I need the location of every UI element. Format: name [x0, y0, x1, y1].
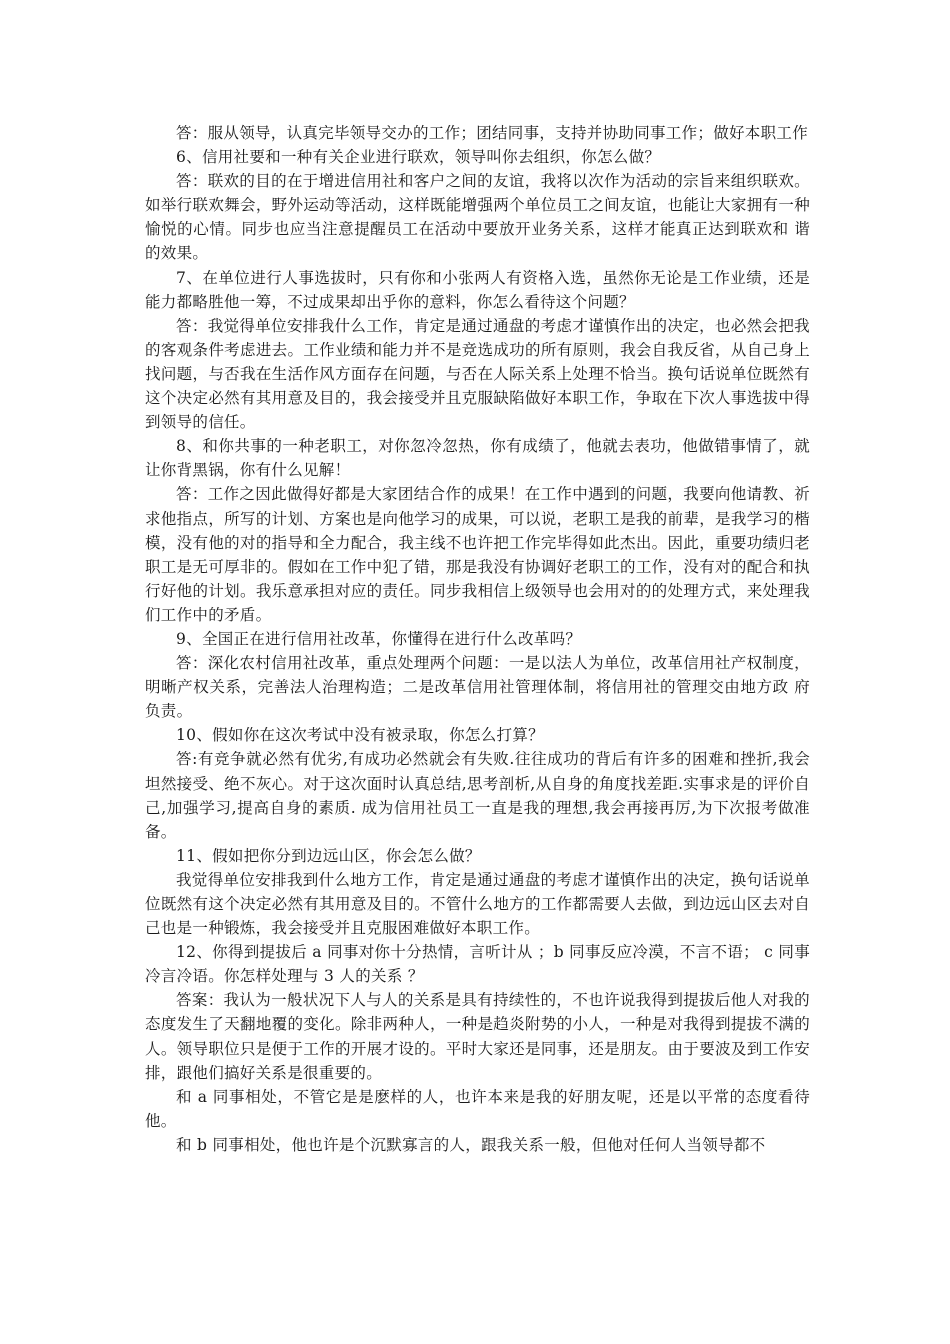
paragraph: 我觉得单位安排我到什么地方工作，肯定是通过通盘的考虑才谨慎作出的决定，换句话说单位既然有这个决定必然有其用意及目的。不管什么地方的工作都需要人去做，到边远山区去对自己也是一种锻炼，我会接受并且克服困难做好本职工作。	[145, 870, 810, 938]
paragraph: 答：工作之因此做得好都是大家团结合作的成果！在工作中遇到的问题，我要向他请教、祈求他指点，所写的计划、方案也是向他学习的成果，可以说，老职工是我的前辈，是我学习的楷模，没有他的对的指导和全力配合，我主线不也许把工作完毕得如此杰出。因此，重要功绩归老职工是无可厚非的。假如在工作中犯了错，那是我没有协调好老职工的工作，没有对的配合和执行好他的计划。我乐意承担对应的责任。同步我相信上级领导也会用对的的处理方式，来处理我们工作中的矛盾。	[145, 485, 810, 624]
paragraph: 和 b 同事相处，他也许是个沉默寡言的人，跟我关系一般，但他对任何人当领导都不	[176, 1135, 766, 1154]
question-7: 7、在单位进行人事选拔时，只有你和小张两人有资格入选，虽然你无论是工作业绩，还是能力都略胜他一筹，不过成果却出乎你的意料，你怎么看待这个问题？	[145, 268, 810, 311]
question-8: 8、和你共事的一种老职工，对你忽冷忽热，你有成绩了，他就去表功，他做错事情了，就让你背黑锅，你有什么见解！	[145, 437, 810, 480]
paragraph: 答案：我认为一般状况下人与人的关系是具有持续性的，不也许说我得到提拔后他人对我的态度发生了天翻地覆的变化。除非两种人，一种是趋炎附势的小人，一种是对我得到提拔不满的人。领导职位只是便于工作的开展才设的。平时大家还是同事，还是朋友。由于要波及到工作安排，跟他们搞好关系是很重要的。	[145, 991, 810, 1082]
question-6: 6、信用社要和一种有关企业进行联欢，领导叫你去组织，你怎么做？	[176, 148, 661, 167]
paragraph: 答：联欢的目的在于增进信用社和客户之间的友谊，我将以次作为活动的宗旨来组织联欢。如举行联欢舞会，野外运动等活动，这样既能增强两个单位员工之间友谊，也能让大家拥有一种愉悦的心情。同步也应当注意提醒员工在活动中要放开业务关系，这样才能真正达到联欢和 谐的效果。	[145, 172, 810, 263]
paragraph: 答：服从领导，认真完毕领导交办的工作；团结同事，支持并协助同事工作；做好本职工作	[176, 124, 809, 142]
paragraph: 答:有竞争就必然有优劣,有成功必然就会有失败.往往成功的背后有许多的困难和挫折,我会坦然接受、绝不灰心。对于这次面时认真总结,思考剖析,从自身的角度找差距.实事求是的评价自己,加强学习,提高自身的素质. 成为信用社员工一直是我的理想,我会再接再厉,为下次报考做准备。	[145, 750, 810, 841]
document-body	[145, 121, 810, 1157]
paragraph: 和 a 同事相处，不管它是是麽样的人，也许本来是我的好朋友呢，还是以平常的态度看待他。	[145, 1087, 810, 1130]
paragraph: 答：深化农村信用社改革，重点处理两个问题：一是以法人为单位，改革信用社产权制度，明晰产权关系，完善法人治理构造；二是改革信用社管理体制，将信用社的管理交由地方政 府负责。	[145, 654, 810, 721]
question-12: 12、你得到提拔后 a 同事对你十分热情，言听计从 ；b 同事反应冷漠，不言不语； c 同事冷言冷语。你怎样处理与 3 人的关系 ？	[145, 943, 810, 986]
paragraph: 答：我觉得单位安排我什么工作，肯定是通过通盘的考虑才谨慎作出的决定，也必然会把我的客观条件考虑进去。工作业绩和能力并不是竞选成功的所有原则，我会自我反省，从自己身上找问题，与否我在生活作风方面存在问题，与否在人际关系上处理不恰当。换句话说单位既然有这个决定必然有其用意及目的，我会接受并且克服缺陷做好本职工作，争取在下次人事选拔中得到领导的信任。	[145, 316, 810, 432]
question-10: 10、假如你在这次考试中没有被录取，你怎么打算？	[176, 726, 544, 745]
question-11: 11、假如把你分到边远山区，你会怎么做？	[176, 846, 481, 865]
question-9: 9、全国正在进行信用社改革，你懂得在进行什么改革吗？	[176, 629, 582, 648]
